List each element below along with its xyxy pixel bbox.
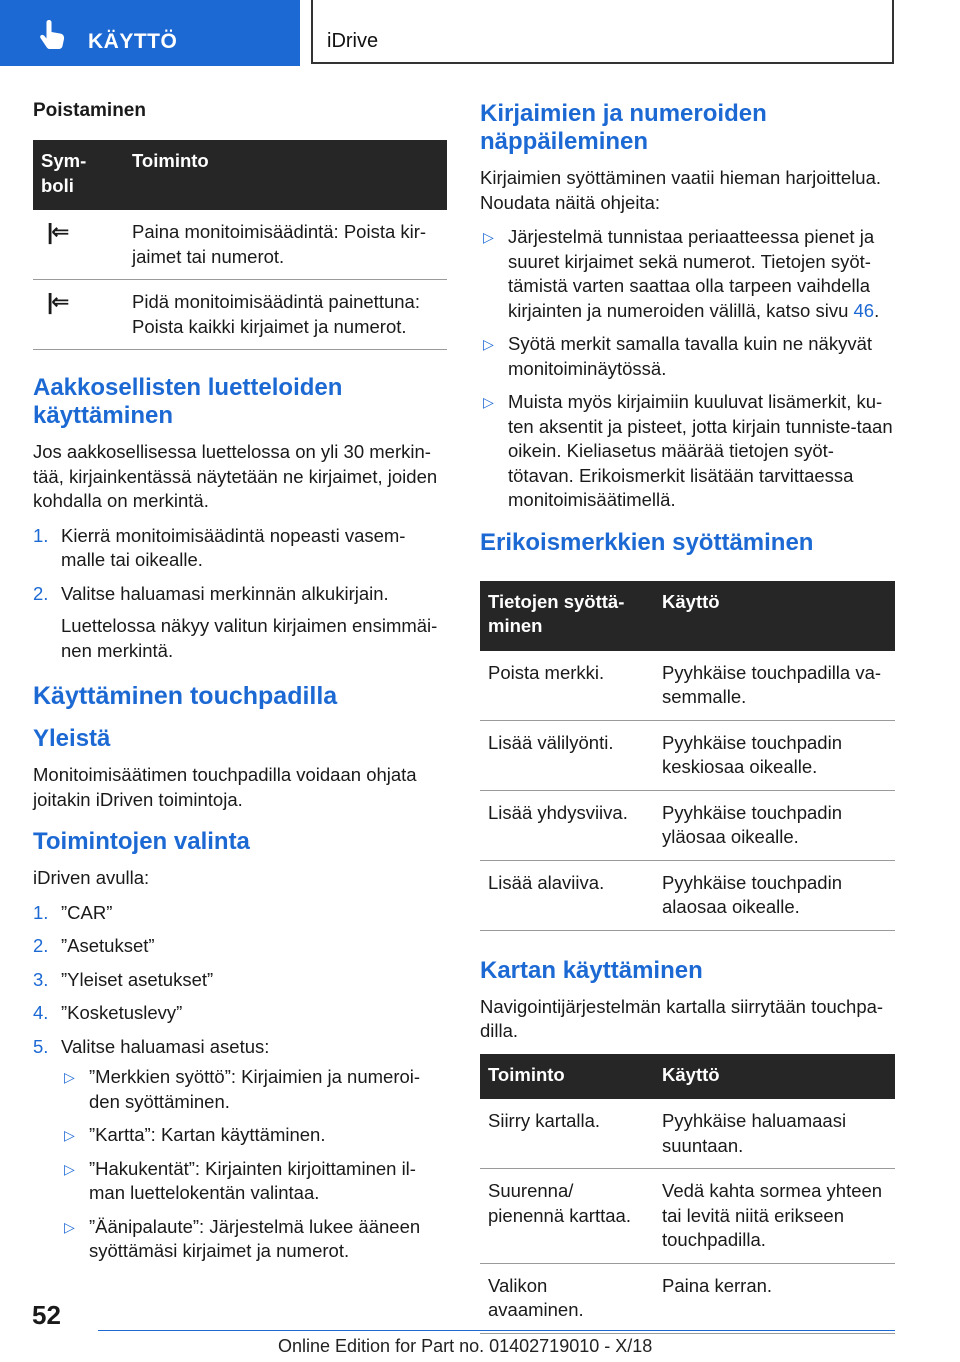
triangle-bullet-icon: ▷ — [64, 1127, 75, 1143]
alphabetic-result-text: Luettelossa näkyy valitun kirjaimen ensimmäi-nen merkintä. — [61, 615, 438, 661]
edition-text: Online Edition for Part no. 01402719010 - X/18 — [278, 1336, 653, 1356]
table-row — [33, 280, 447, 350]
list-item: ▷ ”Hakukentät”: Kirjainten kirjoittaminen il-man luettelokentän valintaa. — [64, 1157, 416, 1203]
map-heading: Kartan käyttäminen — [480, 956, 703, 984]
list-item: 1. Kierrä monitoimisäädintä nopeasti vasem-malle tai oikealle. — [33, 524, 406, 570]
delete-table — [33, 140, 447, 350]
left-column — [33, 100, 447, 1274]
right-column — [480, 100, 895, 1334]
table-row: Lisää alaviiva. Pyyhkäise touchpadin alaosaa oikealle. — [480, 860, 895, 930]
list-item: 2. Valitse haluamasi merkinnän alkukirjain. — [33, 582, 389, 604]
typing-tips — [480, 225, 895, 513]
delete-table-header-symbol: Sym- boli — [33, 140, 124, 210]
list-item: ▷ Järjestelmä tunnistaa periaatteessa pienet ja suuret kirjaimet sekä numerot. Tietojen syöt-tämistä varten saattaa olla tarpeen vaihdella kirjainten ja numeroiden välillä, katso sivu 46. — [483, 226, 880, 321]
triangle-bullet-icon: ▷ — [64, 1218, 75, 1235]
delete-table-header-function: Toiminto — [124, 140, 447, 210]
touchpad-heading: Käyttäminen touchpadilla — [33, 682, 338, 710]
list-item: 5. Valitse haluamasi asetus: ▷ ”Merkkien syöttö”: Kirjaimien ja numeroi-den syöttäminen. ▷ ”Kartta”: Kartan käyttäminen. ▷ ”Hakukentät”: Kirjainten kirjoittaminen il-man luettelokentän valintaa. ▷ ”Äänipalaute”: Järjestelmä lukee ääneen syöttämäsi kirjaimet ja numerot. — [33, 1035, 447, 1264]
alphabetic-lists-heading: Aakkosellisten luetteloiden käyttäminen — [33, 374, 343, 429]
chapter-title: iDrive — [327, 30, 379, 52]
delete-symbol-icon: |⇐ — [47, 219, 68, 244]
map-table-header-usage: Käyttö — [654, 1054, 895, 1100]
table-row — [33, 210, 447, 280]
triangle-bullet-icon: ▷ — [483, 394, 494, 410]
section-tab[interactable] — [0, 0, 300, 66]
typing-heading: Kirjaimien ja numeroiden näppäileminen — [480, 100, 767, 155]
function-selection-intro: iDriven avulla: — [33, 867, 150, 888]
list-item: 2. ”Asetukset” — [33, 935, 155, 956]
table-row: Lisää yhdysviiva. Pyyhkäise touchpadin yläosaa oikealle. — [480, 790, 895, 860]
poistaminen-label: Poistaminen — [33, 100, 146, 121]
list-item: ▷ ”Kartta”: Kartan käyttäminen. — [61, 1123, 447, 1148]
map-text: Navigointijärjestelmän kartalla siirrytään touchpa-dilla. — [480, 995, 884, 1041]
list-item: 3. ”Yleiset asetukset” — [33, 968, 214, 990]
alphabetic-steps — [33, 524, 447, 607]
chapter-header — [311, 0, 894, 64]
table-row: Lisää välilyönti. Pyyhkäise touchpadin keskiosaa oikealle. — [480, 720, 895, 790]
triangle-bullet-icon: ▷ — [64, 1069, 75, 1085]
function-selection-heading: Toimintojen valinta — [33, 828, 250, 855]
list-item: ▷ ”Merkkien syöttö”: Kirjaimien ja numeroi-den syöttäminen. — [64, 1066, 421, 1112]
table-row: Siirry kartalla. Pyyhkäise haluamaasi suuntaan. — [480, 1099, 895, 1169]
map-table — [480, 1054, 895, 1334]
page-reference-link[interactable]: 46 — [853, 299, 875, 321]
table-row: Suurenna/ pienennä karttaa. Vedä kahta sormea yhteen tai levitä niitä erikseen touchpadilla. — [480, 1169, 895, 1264]
list-item: 1. ”CAR” — [33, 901, 113, 923]
list-item: ▷ ”Äänipalaute”: Järjestelmä lukee ääneen syöttämäsi kirjaimet ja numerot. — [64, 1215, 421, 1261]
triangle-bullet-icon: ▷ — [483, 336, 494, 352]
delete-row-text: Pidä monitoimisäädintä painettuna: Poista kaikki kirjaimet ja numerot. — [124, 280, 447, 350]
list-item: ▷ Muista myös kirjaimiin kuuluvat lisämerkit, ku-ten aksentit ja pisteet, jotta kirjain tunniste-taan oikein. Kieliasetus määrää tietojen syöt-tötavan. Erikoismerkit lisätään tarvittaessa monitoimisäätimellä. — [483, 391, 893, 510]
delete-all-symbol-icon: |⇐ — [47, 289, 68, 314]
special-table-header-input: Tietojen syöttä- minen — [480, 581, 654, 651]
section-tab-label: KÄYTTÖ — [88, 30, 178, 53]
setting-options — [61, 1065, 447, 1264]
list-item: ▷ Syötä merkit samalla tavalla kuin ne näkyvät monitoiminäytössä. — [483, 333, 873, 379]
table-row: Valikon avaaminen. Paina kerran. — [480, 1263, 895, 1333]
special-table-header-usage: Käyttö — [654, 581, 895, 651]
general-text: Monitoimisäätimen touchpadilla voidaan ohjata joitakin iDriven toimintoja. — [33, 764, 417, 810]
footer-divider — [98, 1330, 895, 1331]
alphabetic-lists-text: Jos aakkosellisessa luettelossa on yli 30 merkin-tää, kirjainkentässä näytetään ne kirjaimet, joiden kohdalla on merkintä. — [33, 441, 438, 511]
list-item: 4. ”Kosketuslevy” — [33, 1002, 183, 1023]
triangle-bullet-icon: ▷ — [483, 229, 494, 245]
delete-row-text: Paina monitoimisäädintä: Poista kir- jaimet tai numerot. — [124, 210, 447, 280]
table-row: Poista merkki. Pyyhkäise touchpadilla va- semmalle. — [480, 651, 895, 721]
typing-text: Kirjaimien syöttäminen vaatii hieman harjoittelua. Noudata näitä ohjeita: — [480, 167, 882, 213]
general-heading: Yleistä — [33, 725, 111, 752]
special-chars-table — [480, 581, 895, 931]
special-chars-heading: Erikoismerkkien syöttäminen — [480, 528, 814, 556]
page-number: 52 — [32, 1300, 61, 1330]
selection-steps — [33, 901, 447, 1264]
hand-pointer-icon — [38, 18, 68, 50]
triangle-bullet-icon: ▷ — [64, 1160, 75, 1177]
map-table-header-function: Toiminto — [480, 1054, 654, 1100]
